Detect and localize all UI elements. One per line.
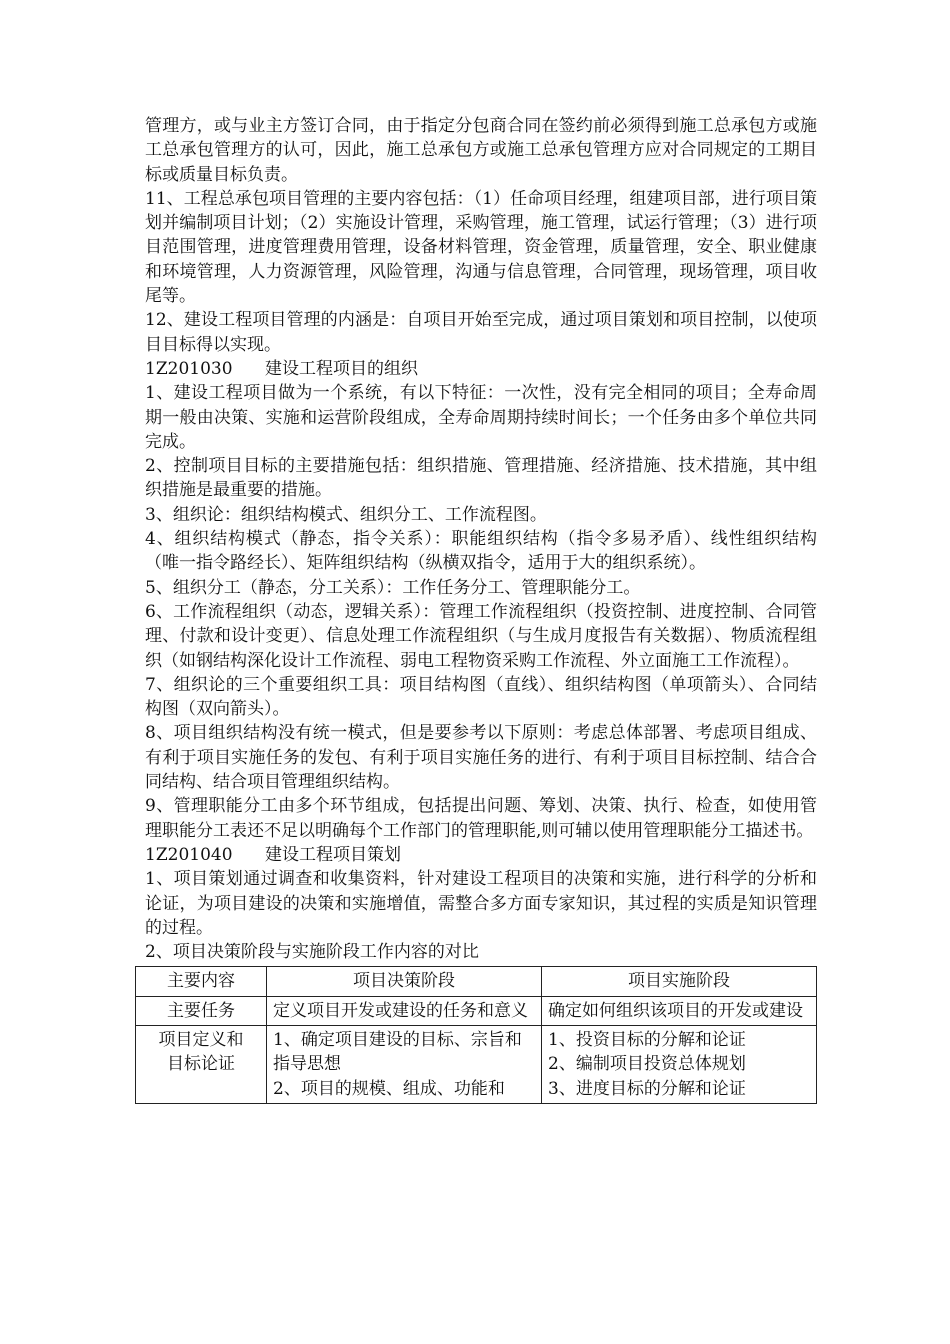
row-label-project-definition (136, 1025, 267, 1103)
row-label-line: 项目定义和 (158, 1029, 244, 1050)
row-label-line: 目标论证 (167, 1054, 235, 1075)
list-item: 3、进度目标的分解和论证 (548, 1078, 746, 1099)
list-item: 2、项目的规模、组成、功能和 (273, 1078, 505, 1099)
cell-implementation-task: 确定如何组织该项目的开发或建设 (542, 996, 817, 1025)
section-heading-1z201030: 1Z201030 建设工程项目的组织 (145, 358, 418, 379)
table-header-row (136, 967, 817, 996)
paragraph-continuation: 管理方，或与业主方签订合同，由于指定分包商合同在签约前必须得到施工总承包方或施工总承包管理方的认可，因此，施工总承包方或施工总承包管理方应对合同规定的工期目标或质量目标负责。 (145, 116, 817, 185)
header-main-content: 主要内容 (136, 967, 267, 996)
paragraph-12: 12、建设工程项目管理的内涵是：自项目开始至完成，通过项目策划和项目控制，以使项目目标得以实现。 (145, 310, 817, 355)
list-item: 2、编制项目投资总体规划 (548, 1054, 746, 1075)
cell-implementation-definition (542, 1025, 817, 1103)
document-page (145, 114, 817, 1104)
paragraph-org-7: 7、组织论的三个重要组织工具：项目结构图（直线）、组织结构图（单项箭头）、合同结构图（双向箭头）。 (145, 674, 817, 720)
cell-decision-definition (267, 1025, 542, 1103)
paragraph-org-4: 4、组织结构模式（静态，指令关系）：职能组织结构（指令多易矛盾）、线性组织结构（唯一指令路经长）、矩阵组织结构（纵横双指令，适用于大的组织系统）。 (145, 529, 817, 574)
cell-decision-task: 定义项目开发或建设的任务和意义 (267, 996, 542, 1025)
paragraph-plan-1: 1、项目策划通过调查和收集资料，针对建设工程项目的决策和实施，进行科学的分析和论证，为项目建设的决策和实施增值，需整合多方面专家知识，其过程的实质是知识管理的过程。 (145, 869, 817, 938)
paragraph-org-3: 3、组织论：组织结构模式、组织分工、工作流程图。 (145, 504, 547, 525)
row-label-main-task: 主要任务 (136, 996, 267, 1025)
list-item: 1、确定项目建设的目标、宗旨和指导思想 (273, 1029, 522, 1075)
paragraph-org-6: 6、工作流程组织（动态，逻辑关系）：管理工作流程组织（投资控制、进度控制、合同管理、付款和设计变更）、信息处理工作流程组织（与生成月度报告有关数据）、物质流程组织（如钢结构深化设计工作流程、弱电工程物资采购工作流程、外立面施工工作流程）。 (145, 601, 817, 671)
header-implementation-stage: 项目实施阶段 (542, 967, 817, 996)
paragraph-org-5: 5、组织分工（静态，分工关系）：工作任务分工、管理职能分工。 (145, 577, 641, 598)
header-decision-stage: 项目决策阶段 (267, 967, 542, 996)
table-row (136, 1025, 817, 1103)
paragraph-org-2: 2、控制项目目标的主要措施包括：组织措施、管理措施、经济措施、技术措施，其中组织措施是最重要的措施。 (145, 456, 817, 501)
paragraph-plan-2: 2、项目决策阶段与实施阶段工作内容的对比 (145, 942, 479, 963)
paragraph-org-8: 8、项目组织结构没有统一模式，但是要参考以下原则：考虑总体部署、考虑项目组成、有利于项目实施任务的发包、有利于项目实施任务的进行、有利于项目目标控制、结合合同结构、结合项目管理组织结构。 (145, 723, 817, 793)
table-row (136, 996, 817, 1025)
paragraph-org-1: 1、建设工程项目做为一个系统，有以下特征：一次性，没有完全相同的项目；全寿命周期一般由决策、实施和运营阶段组成，全寿命周期持续时间长；一个任务由多个单位共同完成。 (145, 383, 817, 452)
comparison-table (135, 966, 817, 1103)
paragraph-11: 11、工程总承包项目管理的主要内容包括：（1）任命项目经理，组建项目部，进行项目策划并编制项目计划；（2）实施设计管理，采购管理，施工管理，试运行管理；（3）进行项目范围管理，进度管理费用管理，设备材料管理，资金管理，质量管理，安全、职业健康和环境管理，人力资源管理，风险管理，沟通与信息管理，合同管理，现场管理，项目收尾等。 (145, 188, 817, 307)
list-item: 1、投资目标的分解和论证 (548, 1029, 746, 1050)
section-heading-1z201040: 1Z201040 建设工程项目策划 (145, 844, 401, 865)
paragraph-org-9: 9、管理职能分工由多个环节组成，包括提出问题、筹划、决策、执行、检查，如使用管理职能分工表还不足以明确每个工作部门的管理职能,则可辅以使用管理职能分工描述书。 (145, 796, 817, 841)
